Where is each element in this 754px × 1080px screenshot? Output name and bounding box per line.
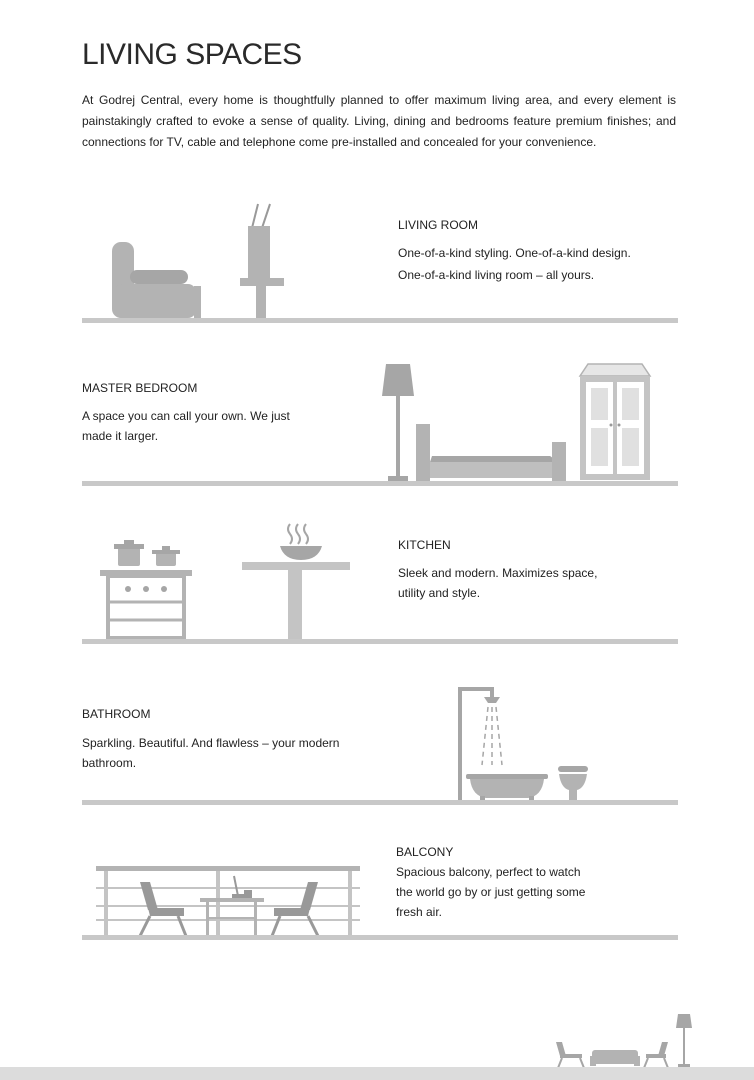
balcony-text-line2: the world go by or just getting some (396, 885, 586, 899)
balcony-text-line1: Spacious balcony, perfect to watch (396, 865, 581, 879)
tv-icon (238, 200, 286, 320)
master-bedroom-text-line1: A space you can call your own. We just (82, 409, 290, 423)
master-bedroom-floor-line (82, 481, 678, 486)
living-room-floor-line (82, 318, 678, 323)
bathroom-title: BATHROOM (82, 707, 151, 721)
balcony-text-line3: fresh air. (396, 905, 443, 919)
balcony-floor-line (82, 935, 678, 940)
lounge-chair-icon (270, 880, 322, 938)
lounge-chair-icon (136, 880, 188, 938)
living-room-text-line2: One-of-a-kind living room – all yours. (398, 268, 595, 282)
kitchen-text-line2: utility and style. (398, 586, 481, 600)
bathroom-text-line1: Sparkling. Beautiful. And flawless – your modern (82, 736, 340, 750)
stove-icon (100, 540, 192, 640)
kitchen-text-line1: Sleek and modern. Maximizes space, (398, 566, 598, 580)
intro-paragraph: At Godrej Central, every home is thoughtfully planned to offer maximum living area, and every element is painstakingly crafted to evoke a sense of quality. Living, dining and bedrooms feature premium finishes; and connections for TV, cable and telephone come pre-installed and concealed for your convenience. (82, 93, 676, 149)
furniture-set-icon (552, 1012, 698, 1068)
master-bedroom-title: MASTER BEDROOM (82, 381, 198, 395)
living-room-title: LIVING ROOM (398, 218, 479, 232)
dining-table-icon (240, 520, 352, 642)
bathroom-floor-line (82, 800, 678, 805)
footer-bar (0, 1067, 754, 1080)
kitchen-title: KITCHEN (398, 538, 451, 552)
floor-lamp-icon (380, 364, 416, 484)
bed-icon (414, 422, 570, 484)
page-title: LIVING SPACES (82, 38, 302, 71)
balcony-title: BALCONY (396, 845, 454, 859)
kitchen-floor-line (82, 639, 678, 644)
wardrobe-icon (578, 362, 652, 484)
bathroom-text-line2: bathroom. (82, 756, 137, 770)
washbasin-icon (556, 766, 590, 804)
coffee-table-icon (198, 874, 266, 938)
living-room-text-line1: One-of-a-kind styling. One-of-a-kind design. (398, 246, 631, 260)
master-bedroom-text-line2: made it larger. (82, 429, 159, 443)
armchair-icon (112, 240, 204, 320)
